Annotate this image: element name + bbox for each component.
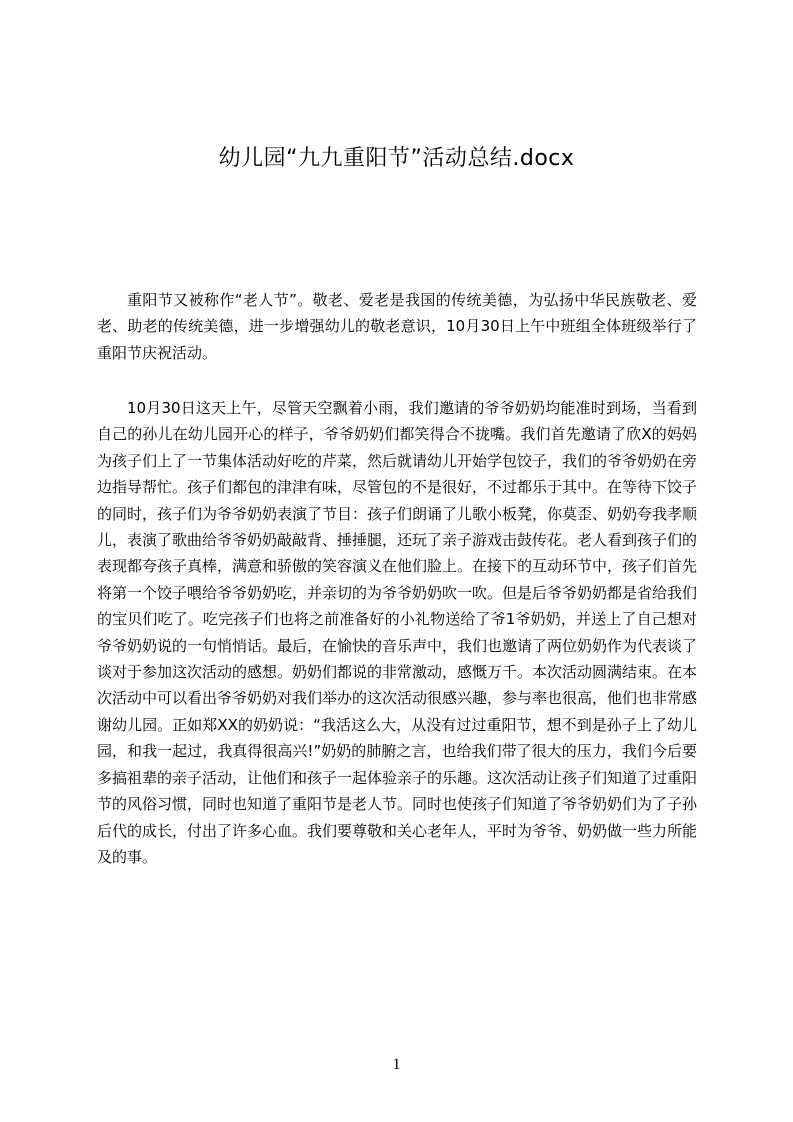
intro-paragraph: 重阳节又被称作“老人节”。敬老、爱老是我国的传统美德，为弘扬中华民族敬老、爱老、助老的传统美德，进一步增强幼儿的敬老意识，10月30日上午中班组全体班级举行了重阳节庆祝活动。 xyxy=(97,291,697,362)
activity-paragraph: 10月30日这天上午，尽管天空飘着小雨，我们邀请的爷爷奶奶均能准时到场，当看到自己的孙儿在幼儿园开心的样子，爷爷奶奶们都笑得合不拢嘴。我们首先邀请了欣X的妈妈为孩子们上了一节集体活动好吃的芹菜，然后就请幼儿开始学包饺子，我们的爷爷奶奶在旁边指导帮忙。孩子们都包的津津有味，尽管包的不是很好，不过都乐于其中。在等待下饺子的同时，孩子们为爷爷奶奶表演了节目：孩子们朗诵了儿歌小板凳，你莫歪、奶奶夸我孝顺儿，表演了歌曲给爷爷奶奶敲敲背、捶捶腿，还玩了亲子游戏击鼓传花。老人看到孩子们的表现都夸孩子真棒，满意和骄傲的笑容演义在他们脸上。在接下的互动环节中，孩子们首先将第一个饺子喂给爷爷奶奶吃，并亲切的为爷爷奶奶吹一吹。但是后爷爷奶奶都是省给我们的宝贝们吃了。吃完孩子们也将之前准备好的小礼物送给了爷1爷奶奶，并送上了自己想对爷爷奶奶说的一句悄悄话。最后，在愉快的音乐声中，我们也邀请了两位奶奶作为代表谈了谈对于参加这次活动的感想。奶奶们都说的非常激动，感慨万千。本次活动圆满结束。在本次活动中可以看出爷爷奶奶对我们举办的这次活动很感兴趣，参与率也很高，他们也非常感谢幼儿园。正如郑XX的奶奶说：“我活这么大，从没有过过重阳节，想不到是孙子上了幼儿园，和我一起过，我真得很高兴!”奶奶的肺腑之言，也给我们带了很大的压力，我们今后要多搞祖辈的亲子活动，让他们和孩子一起体验亲子的乐趣。这次活动让孩子们知道了过重阳节的风俗习惯，同时也知道了重阳节是老人节。同时也使孩子们知道了爷爷奶奶们为了子孙后代的成长，付出了许多心血。我们要尊敬和关心老年人，平时为爷爷、奶奶做一些力所能及的事。 xyxy=(97,399,698,866)
document-title: 幼儿园“九九重阳节”活动总结.docx xyxy=(218,146,575,171)
page-number: 1 xyxy=(392,1056,401,1073)
